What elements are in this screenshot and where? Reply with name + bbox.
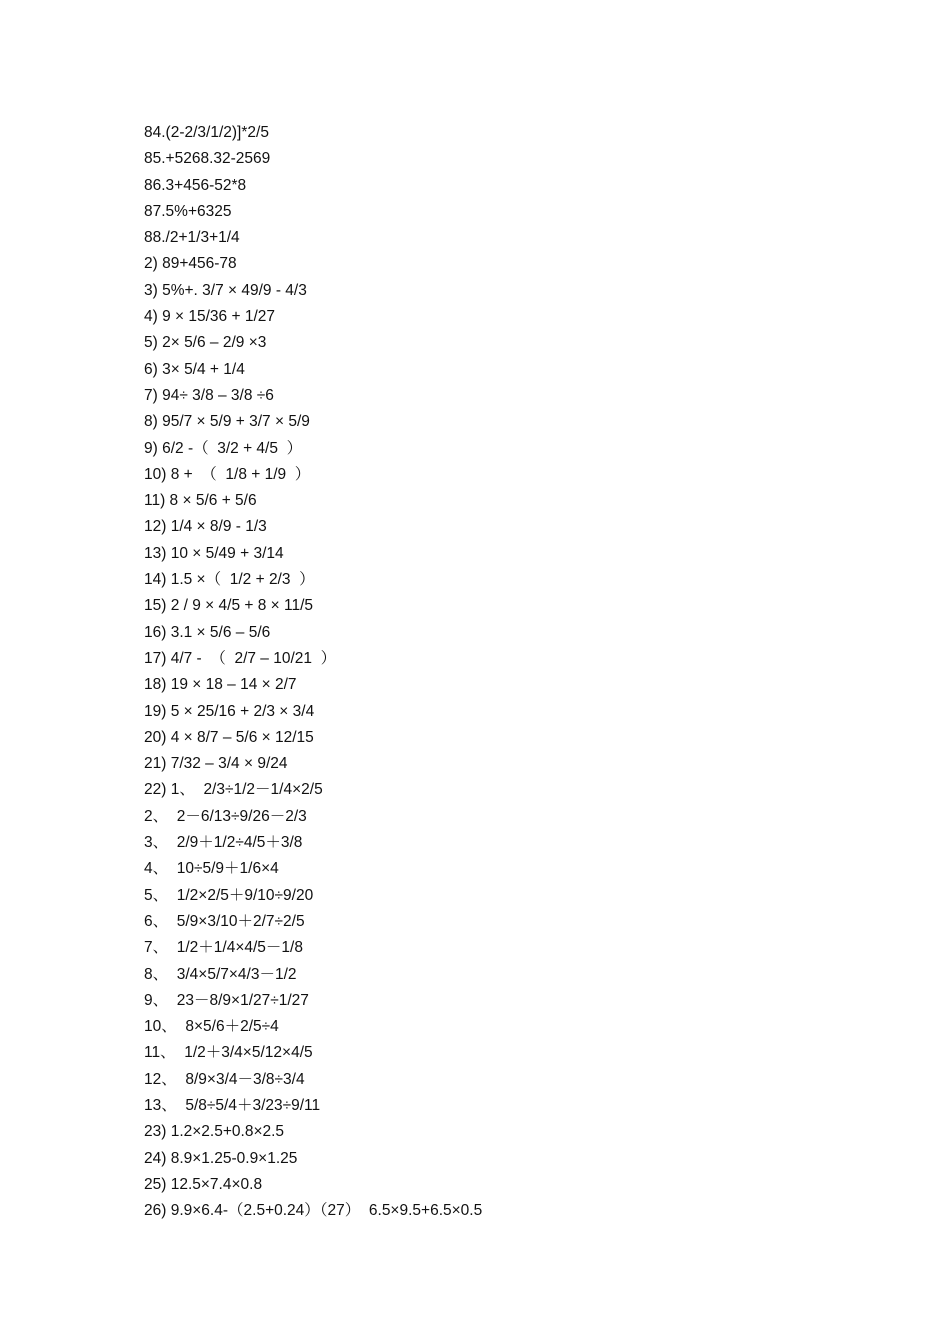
exercise-line: 26) 9.9×6.4-（2.5+0.24）（27） 6.5×9.5+6.5×0.5 xyxy=(144,1202,483,1220)
exercise-line: 13、 5/8÷5/4＋3/23÷9/11 xyxy=(144,1096,321,1114)
exercise-line: 22) 1、 2/3÷1/2－1/4×2/5 xyxy=(144,781,323,799)
exercise-line: 20) 4 × 8/7 – 5/6 × 12/15 xyxy=(144,728,314,746)
exercise-line: 13) 10 × 5/49 + 3/14 xyxy=(144,544,284,562)
exercise-line: 8、 3/4×5/7×4/3－1/2 xyxy=(144,965,297,983)
exercise-line: 2、 2－6/13÷9/26－2/3 xyxy=(144,807,307,825)
exercise-line: 6、 5/9×3/10＋2/7÷2/5 xyxy=(144,912,305,930)
exercise-line: 5) 2× 5/6 – 2/9 ×3 xyxy=(144,334,267,352)
exercise-line: 23) 1.2×2.5+0.8×2.5 xyxy=(144,1123,285,1141)
exercise-line: 8) 95/7 × 5/9 + 3/7 × 5/9 xyxy=(144,413,310,431)
exercise-line: 17) 4/7 - （ 2/7 – 10/21 ） xyxy=(144,649,337,667)
exercise-line: 9、 23－8/9×1/27÷1/27 xyxy=(144,991,309,1009)
exercise-line: 2) 89+456-78 xyxy=(144,255,237,273)
exercise-line: 3、 2/9＋1/2÷4/5＋3/8 xyxy=(144,834,303,852)
exercise-list xyxy=(144,120,482,1224)
exercise-line: 7、 1/2＋1/4×4/5－1/8 xyxy=(144,939,303,957)
exercise-line: 4) 9 × 15/36 + 1/27 xyxy=(144,308,275,326)
exercise-line: 12) 1/4 × 8/9 - 1/3 xyxy=(144,518,267,536)
exercise-line: 18) 19 × 18 – 14 × 2/7 xyxy=(144,676,297,694)
exercise-line: 4、 10÷5/9＋1/6×4 xyxy=(144,860,279,878)
exercise-line: 87.5%+6325 xyxy=(144,202,232,220)
exercise-line: 7) 94÷ 3/8 – 3/8 ÷6 xyxy=(144,386,274,404)
exercise-line: 5、 1/2×2/5＋9/10÷9/20 xyxy=(144,886,314,904)
exercise-line: 14) 1.5 ×（ 1/2 + 2/3 ） xyxy=(144,571,315,589)
exercise-line: 15) 2 / 9 × 4/5 + 8 × 11/5 xyxy=(144,597,314,615)
exercise-line: 86.3+456-52*8 xyxy=(144,176,247,194)
exercise-line: 25) 12.5×7.4×0.8 xyxy=(144,1175,263,1193)
exercise-line: 9) 6/2 -（ 3/2 + 4/5 ） xyxy=(144,439,303,457)
exercise-line: 84.(2-2/3/1/2)]*2/5 xyxy=(144,124,269,141)
exercise-line: 24) 8.9×1.25-0.9×1.25 xyxy=(144,1149,298,1167)
exercise-line: 3) 5%+. 3/7 × 49/9 - 4/3 xyxy=(144,281,307,299)
exercise-line: 19) 5 × 25/16 + 2/3 × 3/4 xyxy=(144,702,315,720)
exercise-line: 11) 8 × 5/6 + 5/6 xyxy=(144,492,257,510)
exercise-line: 11、 1/2＋3/4×5/12×4/5 xyxy=(144,1044,313,1062)
exercise-line: 10) 8 + （ 1/8 + 1/9 ） xyxy=(144,465,311,483)
exercise-line: 21) 7/32 – 3/4 × 9/24 xyxy=(144,755,288,773)
exercise-line: 6) 3× 5/4 + 1/4 xyxy=(144,360,245,378)
exercise-line: 88./2+1/3+1/4 xyxy=(144,229,240,247)
exercise-line: 85.+5268.32-2569 xyxy=(144,150,271,168)
exercise-line: 10、 8×5/6＋2/5÷4 xyxy=(144,1018,279,1036)
exercise-line: 16) 3.1 × 5/6 – 5/6 xyxy=(144,623,271,641)
exercise-line: 12、 8/9×3/4－3/8÷3/4 xyxy=(144,1070,305,1088)
